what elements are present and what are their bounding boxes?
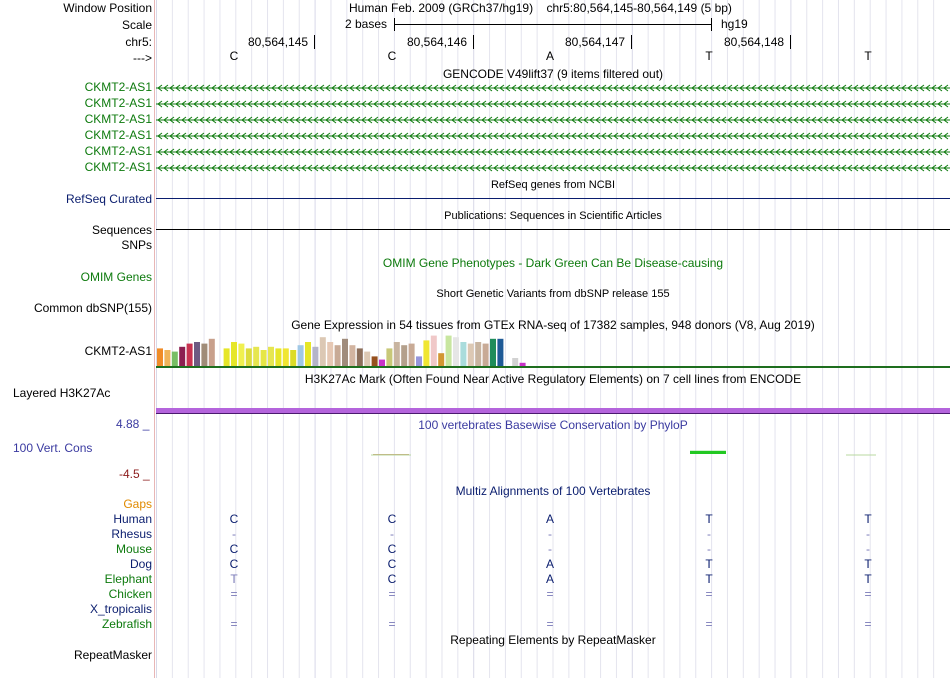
species-label-zebrafish[interactable]: Zebrafish xyxy=(101,617,152,631)
snps-label[interactable]: SNPs xyxy=(121,238,152,252)
gtex-tissue-bar xyxy=(446,336,452,366)
gtex-baseline xyxy=(156,366,950,368)
gtex-tissue-bar xyxy=(268,347,274,366)
gencode-transcript-line[interactable] xyxy=(156,115,950,125)
scale-bar xyxy=(394,24,711,25)
gtex-tissue-bar xyxy=(187,344,193,366)
gtex-tissue-bar xyxy=(201,344,207,366)
phylop-signal[interactable] xyxy=(156,430,950,480)
alignment-base: T xyxy=(864,512,872,526)
publications-sequence-line[interactable] xyxy=(156,229,950,230)
gencode-transcript-line[interactable] xyxy=(156,99,950,109)
position-tick-3: 80,564,147 xyxy=(565,35,626,49)
alignment-base: - xyxy=(866,542,870,556)
gtex-tissue-bar xyxy=(231,342,237,366)
gtex-tissue-bar xyxy=(238,344,244,366)
gtex-tissue-bar xyxy=(497,339,503,366)
gtex-tissue-bar xyxy=(475,342,481,366)
gtex-tissue-bar xyxy=(409,344,415,366)
ref-base-4: T xyxy=(705,49,713,63)
gtex-tissue-bar xyxy=(512,358,518,366)
gtex-tissue-bar xyxy=(372,356,378,366)
phylop-bar xyxy=(690,451,726,454)
scale-bar-left-tick xyxy=(394,18,395,31)
position-tick-mark-3 xyxy=(631,35,632,49)
gtex-tissue-bar xyxy=(172,352,178,366)
gtex-tissue-bar xyxy=(320,337,326,366)
scale-bar-right-tick xyxy=(711,18,712,31)
alignment-base: T xyxy=(230,572,238,586)
gtex-tissue-bar xyxy=(364,352,370,366)
alignment-base: = xyxy=(705,587,713,601)
gtex-tissue-bar xyxy=(394,342,400,366)
gencode-item-label[interactable]: CKMT2-AS1 xyxy=(84,128,152,142)
ref-base-5: T xyxy=(864,49,872,63)
gtex-tissue-bar xyxy=(483,344,489,366)
gencode-transcript-line[interactable] xyxy=(156,131,950,141)
gencode-item-label[interactable]: CKMT2-AS1 xyxy=(84,144,152,158)
gaps-label[interactable]: Gaps xyxy=(123,497,152,511)
alignment-base: - xyxy=(866,527,870,541)
alignment-base: = xyxy=(864,617,872,631)
gtex-tissue-bar xyxy=(327,342,333,366)
gtex-tissue-bar xyxy=(423,340,429,366)
phylop-track-title[interactable]: 100 vertebrates Basewise Conservation by PhyloP xyxy=(418,418,688,432)
alignment-base: = xyxy=(864,587,872,601)
scale-label: Scale xyxy=(121,18,152,32)
publications-track-title[interactable]: Publications: Sequences in Scientific Articles xyxy=(444,210,662,222)
species-label-elephant[interactable]: Elephant xyxy=(104,572,152,586)
alignment-base: - xyxy=(707,542,711,556)
species-label-chicken[interactable]: Chicken xyxy=(108,587,152,601)
species-label-x_tropicalis[interactable]: X_tropicalis xyxy=(89,602,152,616)
refseq-gene-line[interactable] xyxy=(156,198,950,199)
gtex-tissue-bar xyxy=(357,348,363,366)
gtex-tissue-bar xyxy=(194,342,200,366)
repeatmasker-label[interactable]: RepeatMasker xyxy=(73,648,152,662)
gtex-track-title[interactable]: Gene Expression in 54 tissues from GTEx RNA-seq of 17382 samples, 948 donors (V8, Aug 2019) xyxy=(291,318,815,332)
alignment-base: = xyxy=(388,587,396,601)
alignment-base: = xyxy=(388,617,396,631)
phylop-max-label: 4.88 _ xyxy=(116,417,150,431)
gencode-item-label[interactable]: CKMT2-AS1 xyxy=(84,112,152,126)
gtex-tissue-bar xyxy=(416,356,422,366)
window-position-value: Human Feb. 2009 (GRCh37/hg19) chr5:80,564,145-80,564,149 (5 bp) xyxy=(349,1,732,15)
refseq-track-title[interactable]: RefSeq genes from NCBI xyxy=(490,179,616,191)
h3k27ac-baseline xyxy=(156,413,950,414)
gtex-tissue-bar xyxy=(261,350,267,366)
gtex-bar-chart[interactable] xyxy=(156,332,950,369)
strand-label: ---> xyxy=(133,51,152,65)
alignment-base: - xyxy=(548,542,552,556)
gtex-tissue-bar xyxy=(342,339,348,366)
position-tick-2: 80,564,146 xyxy=(407,35,468,49)
gtex-tissue-bar xyxy=(349,345,355,366)
gtex-tissue-bar xyxy=(305,342,311,366)
gtex-tissue-bar xyxy=(224,348,230,366)
alignment-base: T xyxy=(864,557,872,571)
ref-base-1: C xyxy=(229,49,239,63)
alignment-base: T xyxy=(864,572,872,586)
gtex-tissue-bar xyxy=(275,348,281,366)
gtex-tissue-bar xyxy=(179,347,185,366)
alignment-base: A xyxy=(545,557,554,571)
repeatmasker-track-title[interactable]: Repeating Elements by RepeatMasker xyxy=(450,633,656,647)
scale-assembly: hg19 xyxy=(721,17,748,31)
scale-text: 2 bases xyxy=(345,17,388,31)
alignment-base: = xyxy=(546,617,554,631)
phylop-min-label: -4.5 _ xyxy=(119,467,150,481)
gtex-tissue-bar xyxy=(401,345,407,366)
gtex-tissue-bar xyxy=(290,350,296,366)
species-label-dog[interactable]: Dog xyxy=(129,557,152,571)
alignment-base: = xyxy=(230,617,238,631)
gtex-tissue-bar xyxy=(468,344,474,366)
alignment-base: C xyxy=(387,542,397,556)
gtex-label[interactable]: CKMT2-AS1 xyxy=(84,344,152,358)
refseq-label[interactable]: RefSeq Curated xyxy=(65,192,152,206)
dbsnp-label[interactable]: Common dbSNP(155) xyxy=(33,301,152,315)
gtex-tissue-bar xyxy=(298,345,304,366)
dbsnp-track-title[interactable]: Short Genetic Variants from dbSNP release 155 xyxy=(436,288,670,300)
gencode-track-title[interactable]: GENCODE V49lift37 (9 items filtered out) xyxy=(442,67,664,81)
gtex-tissue-bar xyxy=(246,348,252,366)
gtex-tissue-bar xyxy=(460,342,466,366)
alignment-base: - xyxy=(548,527,552,541)
gencode-item-label[interactable]: CKMT2-AS1 xyxy=(84,96,152,110)
gtex-tissue-bar xyxy=(157,348,163,366)
position-tick-mark-2 xyxy=(473,35,474,49)
alignment-base: C xyxy=(229,512,239,526)
alignment-base: A xyxy=(545,572,554,586)
species-label-rhesus[interactable]: Rhesus xyxy=(111,527,152,541)
species-label-human[interactable]: Human xyxy=(113,512,152,526)
alignment-base: - xyxy=(232,527,236,541)
gtex-tissue-bar xyxy=(164,350,170,366)
alignment-base: T xyxy=(705,572,713,586)
gencode-transcript-line[interactable] xyxy=(156,147,950,157)
gencode-item-label[interactable]: CKMT2-AS1 xyxy=(84,160,152,174)
h3k27ac-track-title[interactable]: H3K27Ac Mark (Often Found Near Active Regulatory Elements) on 7 cell lines from ENCODE xyxy=(304,372,802,386)
multiz-track-title[interactable]: Multiz Alignments of 100 Vertebrates xyxy=(455,484,651,498)
window-position-label: Window Position xyxy=(63,1,152,15)
alignment-base: C xyxy=(229,557,239,571)
gtex-tissue-bar xyxy=(335,345,341,366)
gtex-tissue-bar xyxy=(438,353,444,366)
gtex-tissue-bar xyxy=(386,348,392,366)
position-tick-1: 80,564,145 xyxy=(248,35,309,49)
alignment-base: A xyxy=(545,512,554,526)
alignment-base: T xyxy=(705,512,713,526)
gencode-transcript-line[interactable] xyxy=(156,83,950,93)
gtex-tissue-bar xyxy=(283,348,289,366)
gencode-transcript-line[interactable] xyxy=(156,163,950,173)
species-label-mouse[interactable]: Mouse xyxy=(115,542,152,556)
ref-base-3: A xyxy=(545,49,554,63)
omim-track-title[interactable]: OMIM Gene Phenotypes - Dark Green Can Be Disease-causing xyxy=(382,256,724,270)
alignment-base: C xyxy=(387,512,397,526)
ref-base-2: C xyxy=(387,49,397,63)
label-divider xyxy=(154,0,155,678)
position-tick-4: 80,564,148 xyxy=(724,35,785,49)
gtex-tissue-bar xyxy=(453,337,459,366)
gtex-tissue-bar xyxy=(209,339,215,366)
alignment-base: = xyxy=(230,587,238,601)
alignment-base: C xyxy=(387,557,397,571)
alignment-base: = xyxy=(705,617,713,631)
position-tick-mark-1 xyxy=(314,35,315,49)
h3k27ac-label[interactable]: Layered H3K27Ac xyxy=(13,386,111,400)
position-tick-mark-4 xyxy=(790,35,791,49)
phylop-label[interactable]: 100 Vert. Cons xyxy=(13,441,93,455)
omim-label[interactable]: OMIM Genes xyxy=(80,270,152,284)
sequences-label[interactable]: Sequences xyxy=(91,223,152,237)
alignment-base: = xyxy=(546,587,554,601)
gtex-tissue-bar xyxy=(490,339,496,366)
alignment-base: C xyxy=(387,572,397,586)
alignment-base: T xyxy=(705,557,713,571)
gtex-tissue-bar xyxy=(253,347,259,366)
chrom-label: chr5: xyxy=(125,35,152,49)
gtex-tissue-bar xyxy=(312,347,318,366)
alignment-base: - xyxy=(390,527,394,541)
gencode-item-label[interactable]: CKMT2-AS1 xyxy=(84,80,152,94)
gtex-tissue-bar xyxy=(431,336,437,366)
alignment-base: C xyxy=(229,542,239,556)
alignment-base: - xyxy=(707,527,711,541)
